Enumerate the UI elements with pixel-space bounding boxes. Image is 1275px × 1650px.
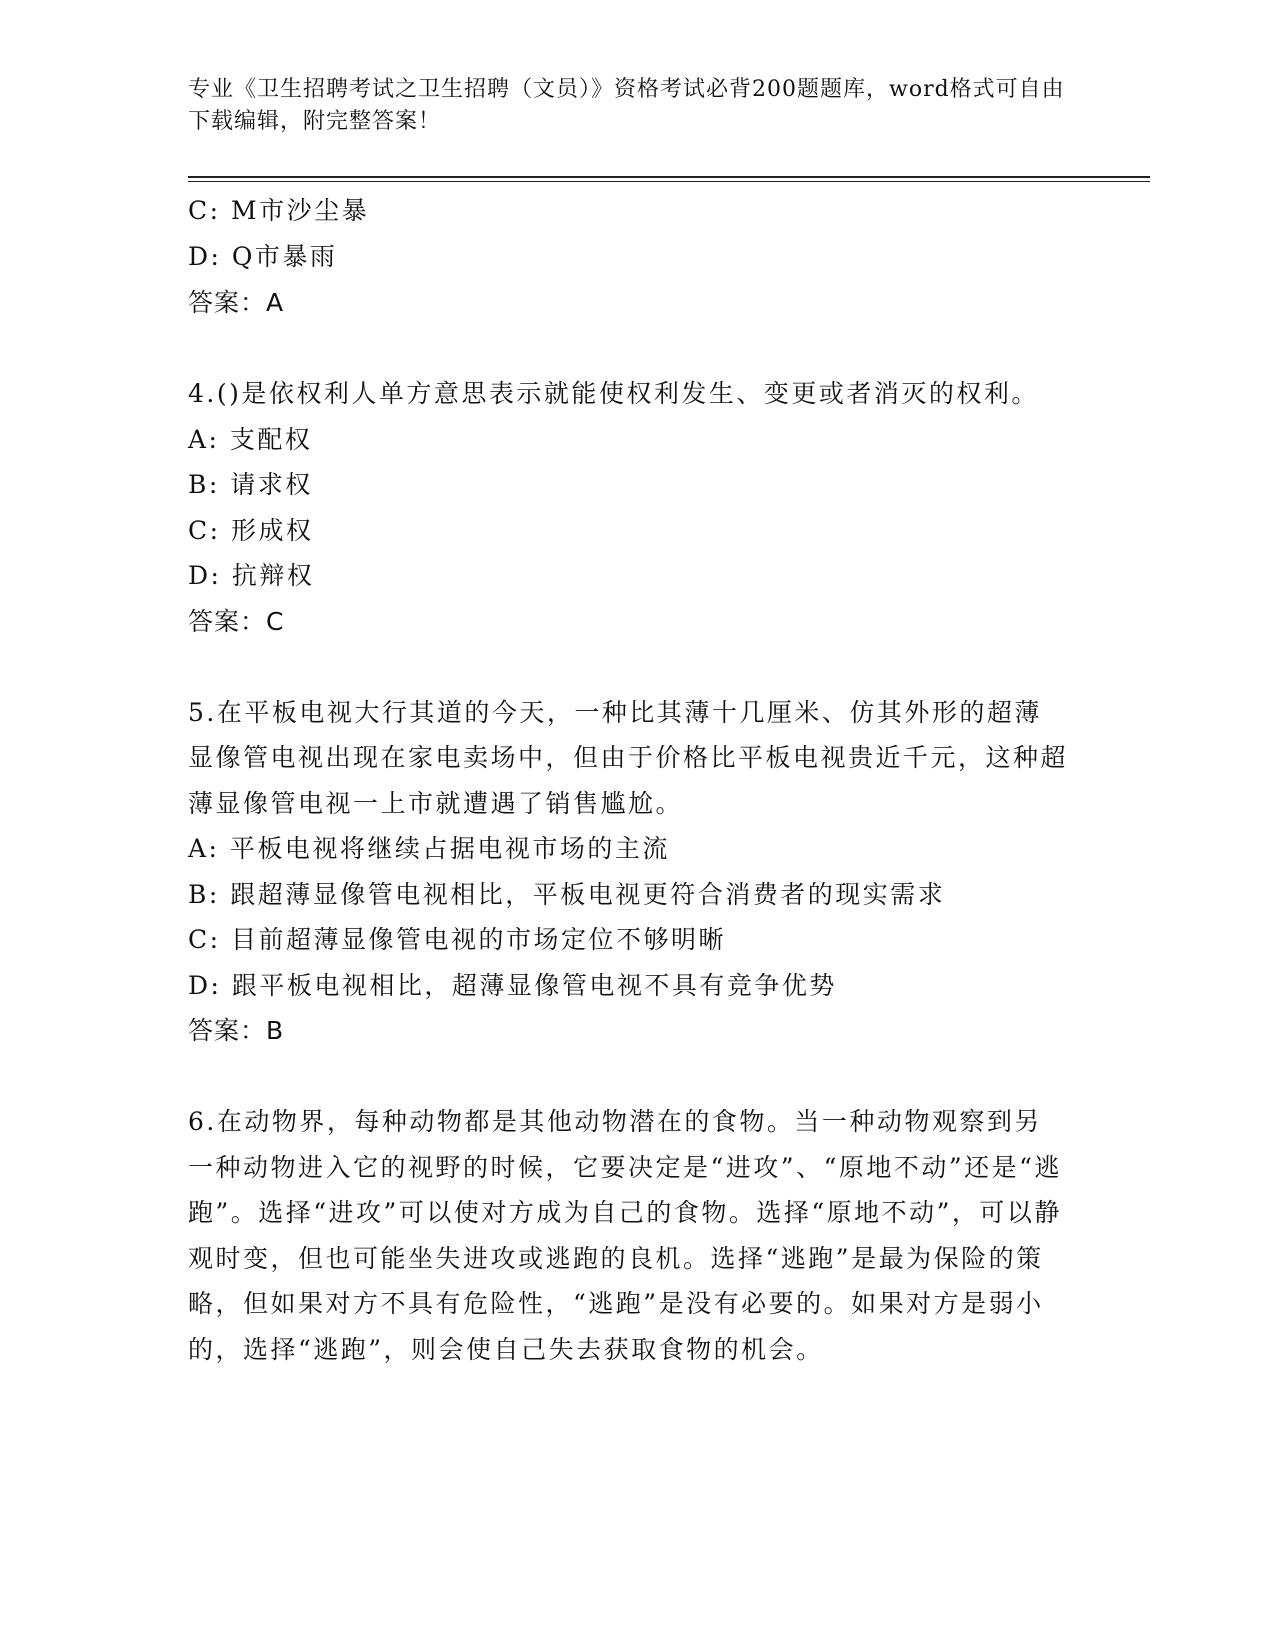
option-a: A: 支配权	[188, 424, 313, 454]
question-stem: 5.在平板电视大行其道的今天，一种比其薄十几厘米、仿其外形的超薄显像管电视出现在家电卖场中，但由于价格比平板电视贵近千元，这种超薄显像管电视一上市就遭遇了销售尴尬。	[188, 697, 1069, 818]
option-d: D: Q市暴雨	[188, 242, 338, 271]
option-b: B: 跟超薄显像管电视相比，平板电视更符合消费者的现实需求	[188, 879, 946, 909]
document-body	[188, 188, 1068, 1372]
option-c: C: M市沙尘暴	[188, 196, 370, 225]
option-a: A: 平板电视将继续占据电视市场的主流	[188, 834, 670, 863]
question-5	[188, 690, 1068, 1055]
option-c: C: 目前超薄显像管电视的市场定位不够明晰	[188, 925, 726, 954]
answer-line: 答案：C	[188, 606, 285, 636]
option-d: D: 跟平板电视相比，超薄显像管电视不具有竞争优势	[188, 970, 837, 1000]
question-6	[188, 1099, 1068, 1372]
header-divider-thin	[188, 181, 1150, 182]
question-4	[188, 371, 1068, 645]
header-divider-thick	[188, 176, 1150, 178]
question-3-tail	[188, 188, 1068, 326]
answer-line: 答案：B	[188, 1016, 285, 1045]
document-header: 专业《卫生招聘考试之卫生招聘（文员）》资格考试必背200题题库，word格式可自由下载编辑，附完整答案！	[188, 77, 1065, 134]
answer-line: 答案：A	[188, 288, 285, 317]
question-stem: 4.()是依权利人单方意思表示就能使权利发生、变更或者消灭的权利。	[188, 379, 1039, 408]
option-d: D: 抗辩权	[188, 561, 315, 590]
option-c: C: 形成权	[188, 515, 314, 545]
question-stem: 6.在动物界，每种动物都是其他动物潜在的食物。当一种动物观察到另一种动物进入它的视野的时候，它要决定是“进攻”、“原地不动”还是“逃跑”。选择“进攻”可以使对方成为自己的食物。选择“原地不动”，可以静观时变，但也可能坐失进攻或逃跑的良机。选择“逃跑”是最为保险的策略，但如果对方不具有危险性，“逃跑”是没有必要的。如果对方是弱小的，选择“逃跑”，则会使自己失去获取食物的机会。	[188, 1107, 1062, 1364]
option-b: B: 请求权	[188, 470, 313, 499]
